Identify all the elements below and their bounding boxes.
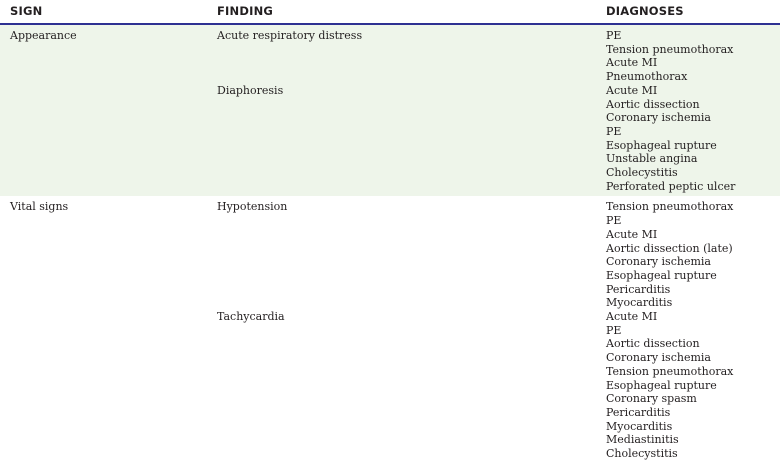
diagnosis-item: Acute MI — [606, 56, 658, 70]
finding-cell: Hypotension — [217, 200, 288, 214]
finding-row — [217, 84, 780, 194]
diagnosis-item: Esophageal rupture — [606, 378, 717, 392]
diagnosis-item: Coronary ischemia — [606, 351, 711, 365]
diagnosis-item: Aortic dissection — [606, 97, 700, 111]
diagnosis-item: Aortic dissection — [606, 337, 700, 351]
finding-cell: Acute respiratory distress — [217, 29, 363, 42]
finding-cell: Diaphoresis — [217, 83, 284, 97]
finding-row — [217, 29, 780, 84]
diagnosis-item: Cholecystitis — [606, 166, 678, 180]
diagnosis-item: Pericarditis — [606, 405, 671, 419]
header-finding: FINDING — [217, 4, 274, 18]
finding-row — [217, 200, 780, 310]
diagnosis-item: Unstable angina — [606, 152, 698, 166]
table-header — [0, 0, 780, 25]
diagnosis-item: PE — [606, 323, 622, 337]
diagnosis-item: Coronary ischemia — [606, 255, 711, 269]
diagnosis-item: PE — [606, 124, 622, 138]
finding-row — [217, 310, 780, 461]
diagnosis-item: Coronary spasm — [606, 392, 697, 406]
finding-cell: Tachycardia — [217, 310, 285, 324]
diagnoses-cell — [606, 310, 780, 461]
diagnosis-item: Pericarditis — [606, 282, 671, 296]
diagnosis-item: Myocarditis — [606, 419, 673, 433]
diagnosis-item: Mediastinitis — [606, 433, 679, 447]
diagnosis-item: Tension pneumothorax — [606, 364, 734, 378]
diagnosis-item: Myocarditis — [606, 296, 673, 310]
diagnosis-item: Esophageal rupture — [606, 268, 717, 282]
header-sign: SIGN — [10, 4, 43, 18]
header-diagnoses: DIAGNOSES — [606, 4, 684, 18]
table-row-group-appearance — [0, 25, 780, 196]
diagnoses-cell — [606, 200, 780, 310]
diagnosis-item: Cholecystitis — [606, 447, 678, 461]
diagnosis-item: Acute MI — [606, 227, 658, 241]
diagnosis-item: Acute MI — [606, 83, 658, 97]
table-row-group-vital-signs — [0, 196, 780, 463]
diagnosis-item: Aortic dissection (late) — [606, 241, 733, 255]
diagnoses-cell — [606, 84, 780, 194]
diagnosis-item: PE — [606, 214, 622, 228]
diagnosis-item: Pneumothorax — [606, 70, 688, 84]
sign-cell: Appearance — [10, 29, 77, 42]
sign-cell: Vital signs — [10, 200, 69, 214]
diagnoses-cell — [606, 29, 780, 84]
diagnosis-item: Acute MI — [606, 310, 658, 324]
diagnosis-item: Tension pneumothorax — [606, 200, 734, 214]
diagnosis-item: Coronary ischemia — [606, 111, 711, 125]
diagnosis-item: PE — [606, 29, 622, 42]
diagnosis-item: Perforated peptic ulcer — [606, 179, 736, 193]
diagnosis-item: Tension pneumothorax — [606, 42, 734, 56]
diagnosis-item: Esophageal rupture — [606, 138, 717, 152]
